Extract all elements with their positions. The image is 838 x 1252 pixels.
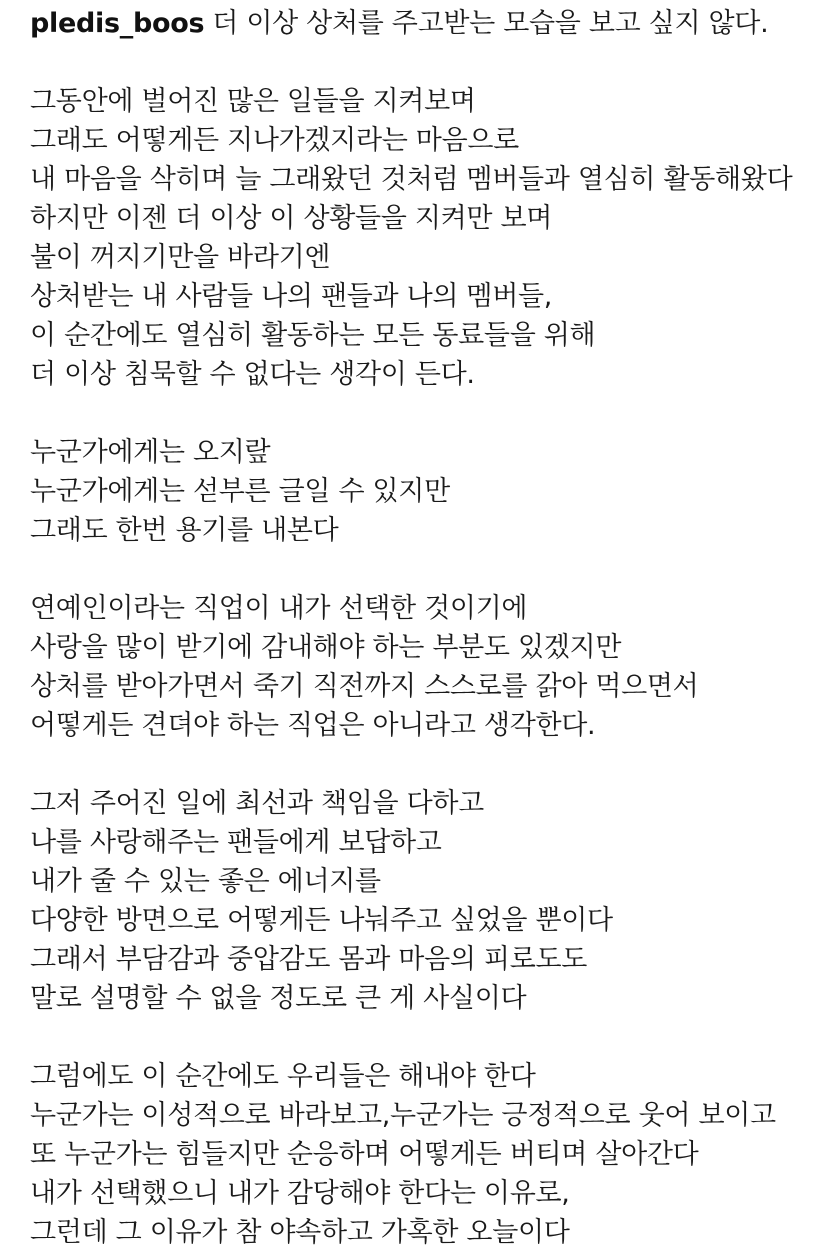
caption-line: 그런데 그 이유가 참 야속하고 가혹한 오늘이다 bbox=[30, 1217, 570, 1248]
caption-line: 하지만 이젠 더 이상 이 상황들을 지켜만 보며 bbox=[30, 203, 553, 234]
caption-line: 어떻게든 견뎌야 하는 직업은 아니라고 생각한다. bbox=[30, 710, 596, 741]
username[interactable]: pledis_boos bbox=[30, 8, 205, 39]
caption-line: 또 누군가는 힘들지만 순응하며 어떻게든 버티며 살아간다 bbox=[30, 1139, 699, 1170]
caption-line: 사랑을 많이 받기에 감내해야 하는 부분도 있겠지만 bbox=[30, 632, 622, 663]
blank-line bbox=[30, 43, 828, 82]
caption-line: 불이 꺼지기만을 바라기엔 bbox=[30, 242, 331, 273]
caption-line: 그럼에도 이 순간에도 우리들은 해내야 한다 bbox=[30, 1061, 536, 1092]
caption-line: 연예인이라는 직업이 내가 선택한 것이기에 bbox=[30, 593, 528, 624]
caption-line: 내가 줄 수 있는 좋은 에너지를 bbox=[30, 866, 381, 897]
caption-line: 그래서 부담감과 중압감도 몸과 마음의 피로도도 bbox=[30, 944, 588, 975]
caption-line-1 bbox=[30, 4, 828, 43]
caption-line: 그래도 어떻게든 지나가겠지라는 마음으로 bbox=[30, 125, 519, 156]
caption-text: 더 이상 상처를 주고받는 모습을 보고 싶지 않다. bbox=[212, 8, 769, 39]
blank-line bbox=[30, 550, 828, 589]
caption-line: 누군가에게는 오지랖 bbox=[30, 437, 271, 468]
blank-line bbox=[30, 394, 828, 433]
caption-line: 그동안에 벌어진 많은 일들을 지켜보며 bbox=[30, 86, 476, 117]
caption-line: 그저 주어진 일에 최선과 책임을 다하고 bbox=[30, 788, 484, 819]
caption-line: 누군가에게는 섣부른 글일 수 있지만 bbox=[30, 476, 450, 507]
caption-line: 상처를 받아가면서 죽기 직전까지 스스로를 갉아 먹으면서 bbox=[30, 671, 699, 702]
caption-line: 이 순간에도 열심히 활동하는 모든 동료들을 위해 bbox=[30, 320, 596, 351]
caption-line: 그래도 한번 용기를 내본다 bbox=[30, 515, 339, 546]
caption-line: 내가 선택했으니 내가 감당해야 한다는 이유로, bbox=[30, 1178, 570, 1209]
caption-line: 더 이상 침묵할 수 없다는 생각이 든다. bbox=[30, 359, 475, 390]
blank-line bbox=[30, 745, 828, 784]
caption-line: 누군가는 이성적으로 바라보고,누군가는 긍정적으로 웃어 보이고 bbox=[30, 1100, 776, 1131]
caption-line: 내 마음을 삭히며 늘 그래왔던 것처럼 멤버들과 열심히 활동해왔다 bbox=[30, 164, 793, 195]
caption-line: 말로 설명할 수 없을 정도로 큰 게 사실이다 bbox=[30, 983, 527, 1014]
caption-line: 나를 사랑해주는 팬들에게 보답하고 bbox=[30, 827, 442, 858]
caption-line: 다양한 방면으로 어떻게든 나눠주고 싶었을 뿐이다 bbox=[30, 905, 613, 936]
blank-line bbox=[30, 1018, 828, 1057]
caption-line: 상처받는 내 사람들 나의 팬들과 나의 멤버들, bbox=[30, 281, 553, 312]
post-caption bbox=[30, 4, 828, 1252]
